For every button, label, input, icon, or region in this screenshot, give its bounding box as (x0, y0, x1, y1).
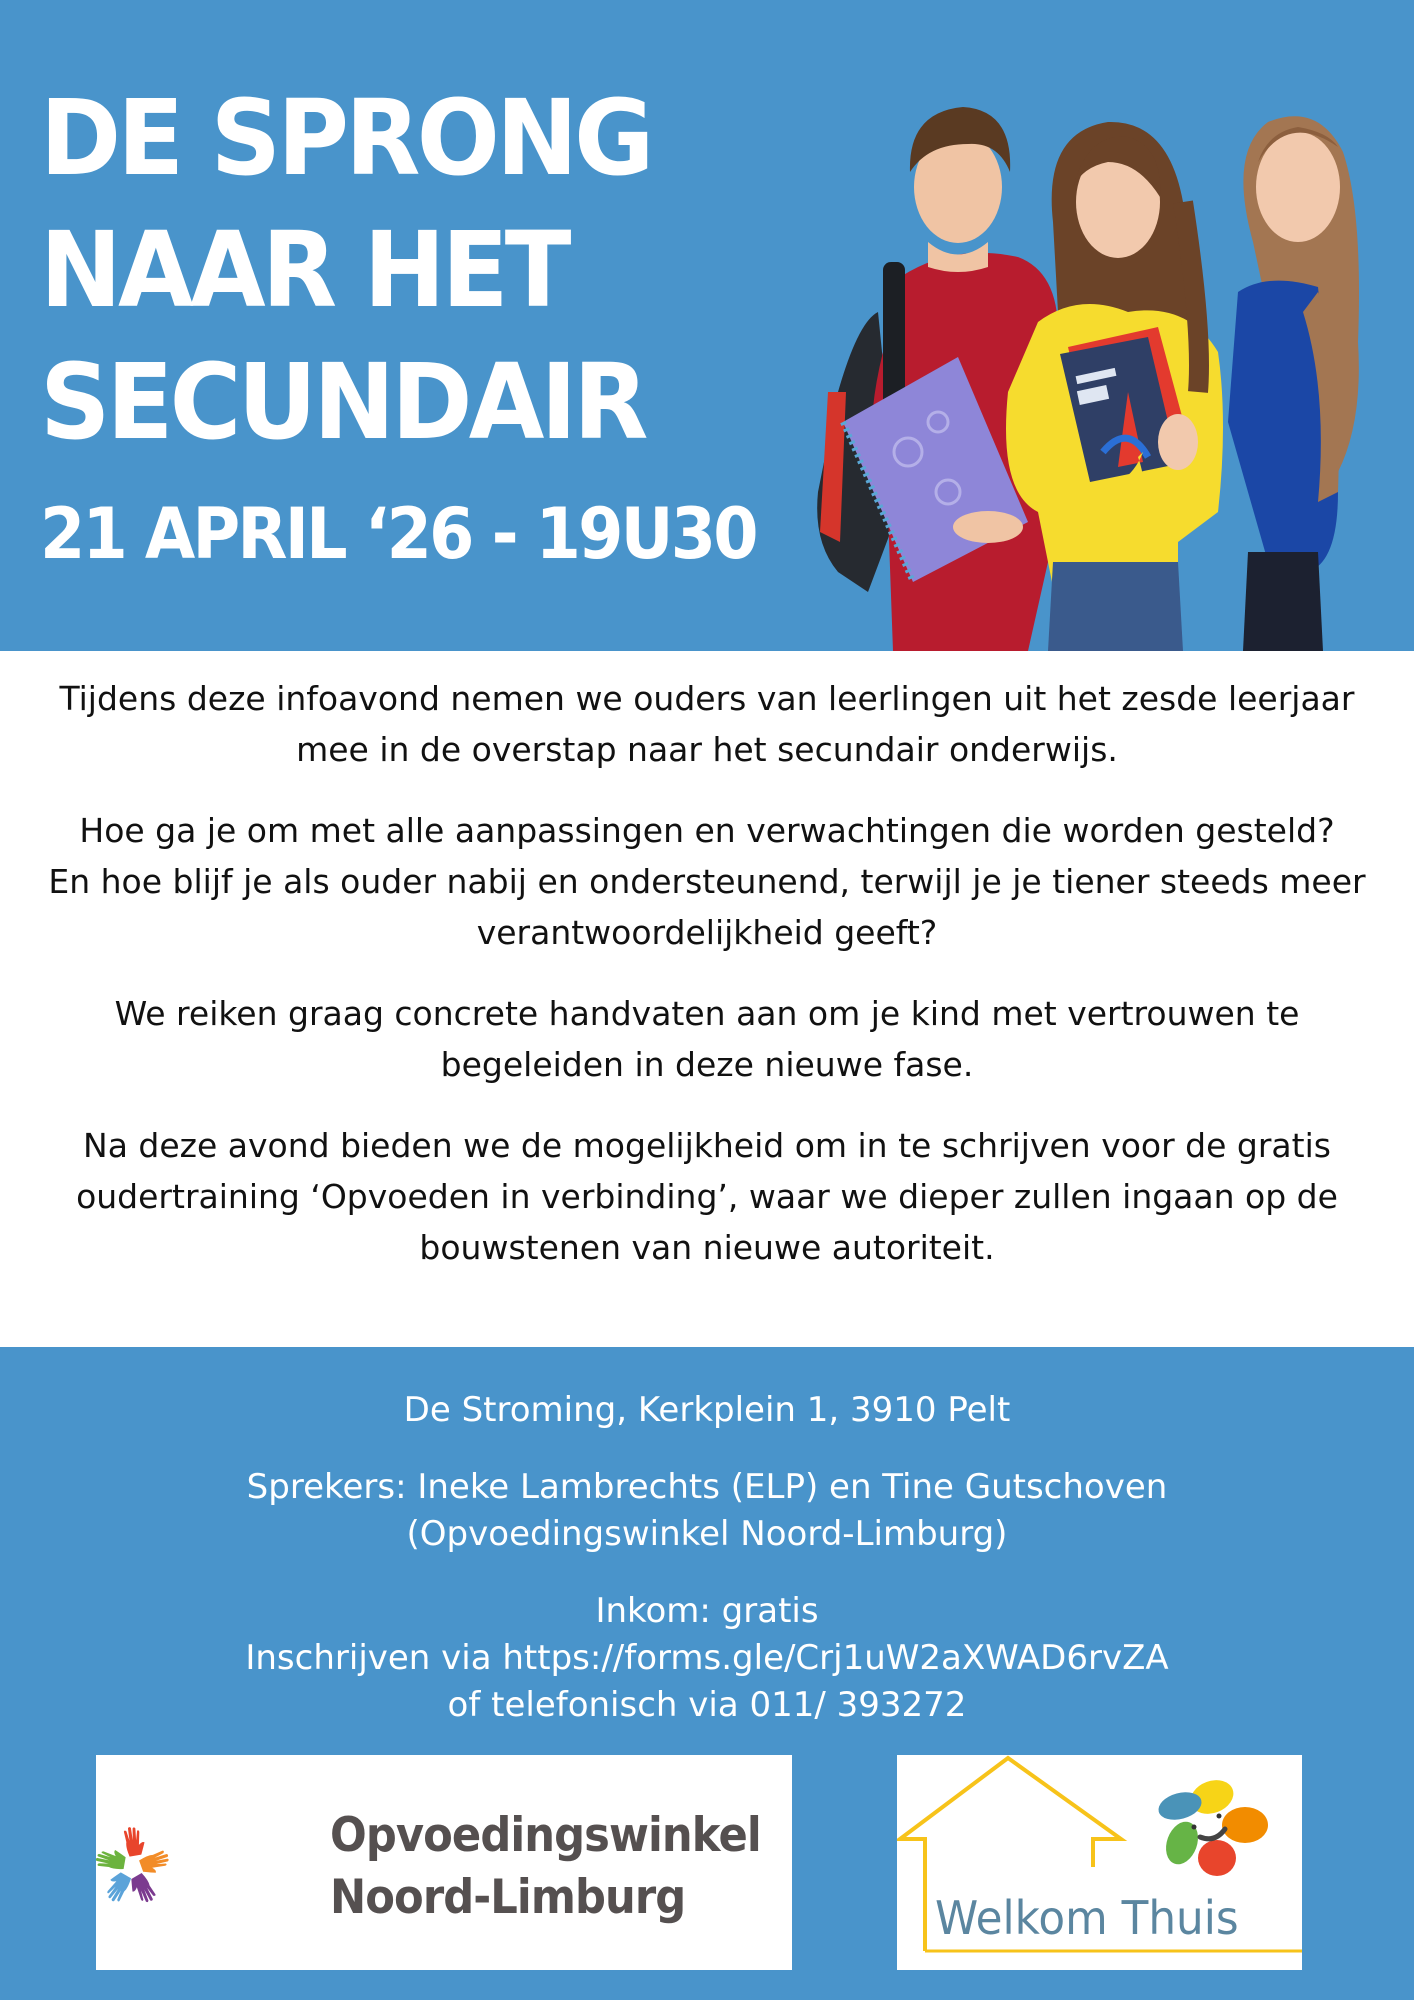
event-location: De Stroming, Kerkplein 1, 3910 Pelt (403, 1390, 1011, 1430)
opvoedingswinkel-name (330, 1805, 761, 1929)
title-line-1: DE SPRONG (40, 77, 651, 199)
paragraph-handvaten: We reiken graag concrete handvaten aan om je kind met vertrouwen te begeleiden in deze nieuwe fase. (114, 994, 1300, 1084)
paragraph-oudertraining: Na deze avond bieden we de mogelijkheid om in te schrijven voor de gratis oudertraining ‘Opvoeden in verbinding’, waar we dieper zullen ingaan op de bouwstenen van nieuwe autoriteit. (76, 1126, 1338, 1267)
description-text (30, 673, 1384, 1303)
paragraph-intro: Tijdens deze infoavond nemen we ouders van leerlingen uit het zesde leerjaar mee in de overstap naar het secundair onderwijs. (59, 679, 1355, 769)
registration-phone: of telefonisch via 011/ 393272 (447, 1685, 967, 1725)
welkom-thuis-name: Welkom Thuis (935, 1891, 1239, 1945)
registration-link[interactable]: Inschrijven via https://forms.gle/Crj1uW2aXWAD6rvZA (245, 1638, 1169, 1678)
admission-info: Inkom: gratis (595, 1591, 819, 1631)
description-section (0, 651, 1414, 1347)
speakers-line-2: (Opvoedingswinkel Noord-Limburg) (406, 1514, 1008, 1554)
smiling-flower-icon (1155, 1774, 1268, 1876)
title-line-2: NAAR HET (40, 209, 568, 331)
practical-info-section (0, 1347, 1414, 2000)
paragraph-question-1: Hoe ga je om met alle aanpassingen en verwachtingen die worden gesteld? (79, 811, 1335, 850)
students-illustration (798, 92, 1388, 651)
speakers-line-1: Sprekers: Ineke Lambrechts (ELP) en Tine Gutschoven (246, 1467, 1168, 1507)
students-photo (798, 92, 1388, 651)
opvoedingswinkel-line-1: Opvoedingswinkel (330, 1808, 761, 1863)
title-line-3: SECUNDAIR (40, 341, 645, 463)
header-banner (0, 0, 1414, 651)
practical-info (40, 1387, 1374, 1729)
opvoedingswinkel-logo (96, 1755, 792, 1970)
event-date-time: 21 APRIL ‘26 - 19U30 (40, 493, 756, 575)
hands-circle-icon (96, 1755, 326, 1970)
opvoedingswinkel-line-2: Noord-Limburg (330, 1870, 686, 1925)
welkom-thuis-logo (897, 1755, 1302, 1970)
paragraph-question-2: En hoe blijf je als ouder nabij en ondersteunend, terwijl je je tiener steeds meer verantwoordelijkheid geeft? (48, 862, 1366, 952)
